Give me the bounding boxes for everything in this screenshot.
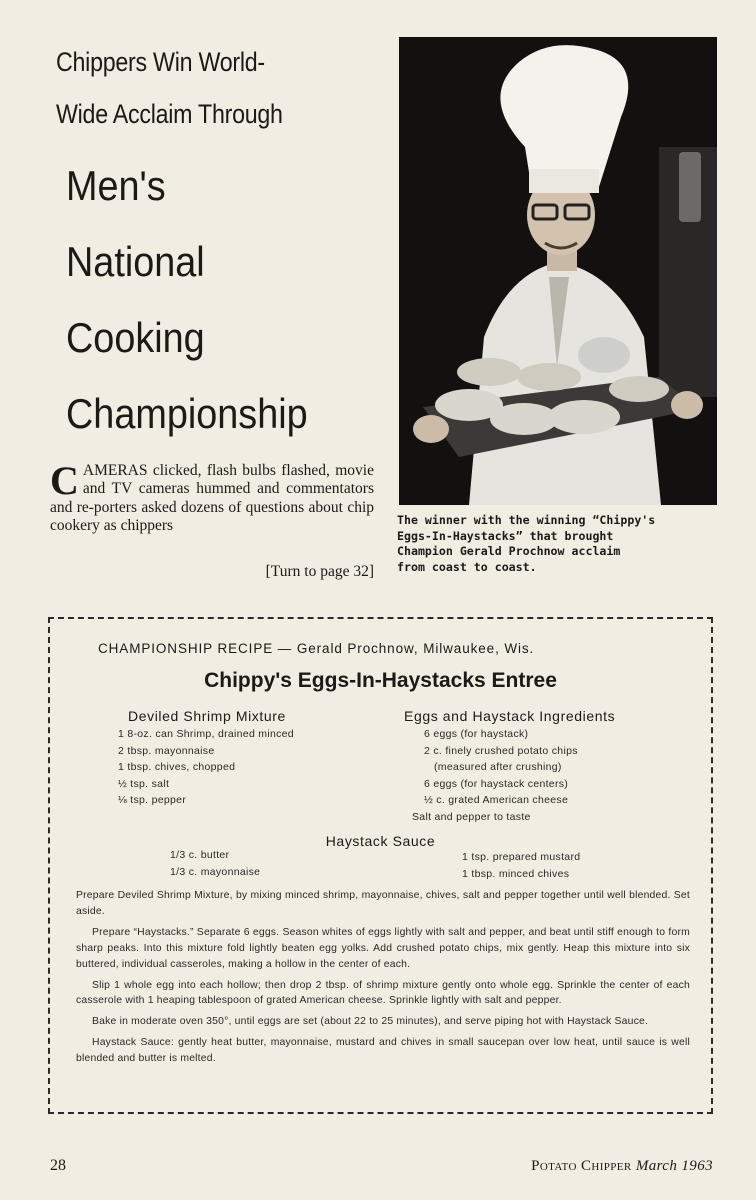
caption-line: Eggs-In-Haystacks” that brought	[397, 528, 614, 543]
champion-photo	[399, 37, 717, 505]
issue-date: March 1963	[635, 1158, 713, 1174]
headline-title	[66, 148, 363, 452]
sauce-list-left	[170, 847, 260, 880]
ingredient-item: 2 c. finely crushed potato chips	[424, 744, 578, 757]
title-line-2: National	[66, 238, 205, 285]
method-step: Prepare “Haystacks.” Separate 6 eggs. Season whites of eggs lightly with salt and pepper, and beat until stiff enough to form sharp peaks. Into this mixture fold lightly beaten egg yolks. Add crushed potato chips, mix gently. Heap this mixture into six buttered, individual casseroles, making a hollow in the center of each.	[76, 926, 690, 970]
headline-kicker	[56, 36, 340, 140]
ingredient-item: 6 eggs (for haystack)	[424, 728, 529, 740]
ingredient-item: ½ c. grated American cheese	[424, 794, 569, 807]
sauce-list-right	[462, 849, 580, 882]
eggs-haystack-list	[412, 726, 578, 826]
method-step: Haystack Sauce: gently heat butter, mayonnaise, mustard and chives in small saucepan over low heat, until sauce is well blended and butter is melted.	[76, 1037, 690, 1065]
caption-line: from coast to coast.	[397, 559, 537, 574]
ingredient-item: 1/3 c. mayonnaise	[170, 865, 261, 878]
ingredient-item: ⅛ tsp. pepper	[118, 794, 187, 807]
caption-line: The winner with the winning “Chippy's	[397, 513, 656, 527]
ingredient-item: 1 8-oz. can Shrimp, drained minced	[118, 728, 294, 740]
ingredient-item: (measured after crushing)	[434, 761, 562, 774]
ingredient-item: Salt and pepper to taste	[412, 810, 531, 823]
magazine-name: Potato Chipper	[531, 1158, 632, 1174]
ingredient-item: 1 tbsp. minced chives	[462, 867, 570, 880]
deviled-shrimp-list	[118, 726, 294, 809]
caption-line: Champion Gerald Prochnow acclaim	[397, 544, 621, 558]
ingredient-item: ½ tsp. salt	[118, 777, 170, 790]
recipe-title: Chippy's Eggs-In-Haystacks Entree	[204, 669, 557, 692]
ingredient-item: 2 tbsp. mayonnaise	[118, 744, 215, 757]
ingredient-item: 1 tsp. prepared mustard	[462, 851, 581, 863]
page-number: 28	[50, 1157, 66, 1174]
recipe-box	[48, 617, 713, 1114]
method-step: Bake in moderate oven 350°, until eggs are set (about 22 to 25 minutes), and serve piping hot with Haystack Sauce.	[92, 1016, 649, 1028]
kicker-line-2: Wide Acclaim Through	[56, 99, 283, 129]
recipe-method	[76, 888, 690, 1072]
title-line-3: Cooking	[66, 314, 205, 361]
drop-cap: C	[50, 458, 79, 503]
recipe-heading: CHAMPIONSHIP RECIPE — Gerald Prochnow, Milwaukee, Wis.	[98, 641, 535, 656]
photo-caption	[397, 513, 719, 575]
method-step: Slip 1 whole egg into each hollow; then drop 2 tbsp. of shrimp mixture gently onto whole egg. Sprinkle the center of each casserole with 1 heaping tablespoon of grated American cheese. Sprinkle lightly with salt and pepper.	[76, 979, 690, 1007]
title-line-4: Championship	[66, 390, 308, 437]
chef-with-tray-illustration	[399, 37, 717, 505]
intro-body: AMERAS clicked, flash bulbs flashed, movie and TV cameras hummed and commentators and re-porters asked dozens of questions about chip cookery as chippers	[50, 462, 374, 534]
title-line-1: Men's	[66, 162, 166, 209]
continued-link[interactable]: [Turn to page 32]	[265, 563, 374, 580]
eggs-haystack-heading: Eggs and Haystack Ingredients	[404, 708, 616, 724]
method-step: Prepare Deviled Shrimp Mixture, by mixing minced shrimp, mayonnaise, chives, salt and pepper together until well blended. Set aside.	[76, 890, 690, 917]
haystack-sauce-heading: Haystack Sauce	[325, 833, 436, 849]
ingredient-item: 6 eggs (for haystack centers)	[424, 777, 569, 790]
deviled-shrimp-heading: Deviled Shrimp Mixture	[128, 708, 286, 724]
ingredient-item: 1/3 c. butter	[170, 849, 230, 861]
ingredient-item: 1 tbsp. chives, chopped	[118, 761, 236, 774]
running-footer	[470, 1158, 713, 1175]
kicker-line-1: Chippers Win World-	[56, 47, 265, 77]
intro-paragraph	[50, 458, 374, 535]
